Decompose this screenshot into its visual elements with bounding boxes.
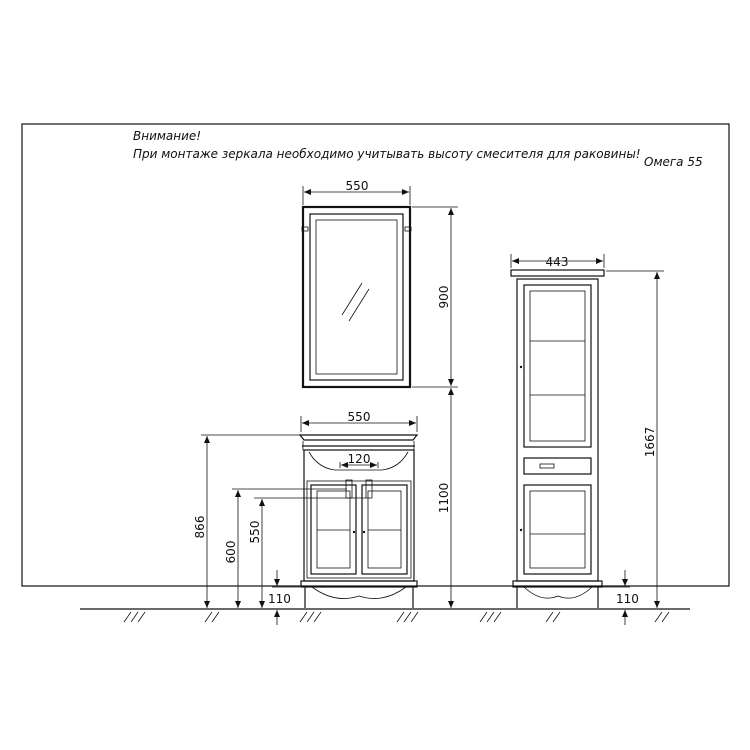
floor-line — [80, 609, 690, 622]
mirror — [302, 207, 411, 387]
column-drawer — [524, 458, 591, 474]
column-lower-door — [524, 485, 591, 574]
drain-height-label: 600 — [224, 540, 238, 564]
leg-height-left-label: 110 — [268, 592, 291, 606]
mirror-height-dimension — [412, 207, 458, 387]
mirror-width-dimension — [303, 179, 410, 205]
door-knob-left — [353, 531, 355, 533]
door-knob-right — [363, 531, 365, 533]
mirror-mount-height-dimension — [437, 388, 451, 608]
inlet-height-label: 550 — [248, 520, 262, 544]
column-upper-door — [524, 285, 591, 447]
leg-height-left-dimension — [268, 570, 300, 625]
column-height-label: 1667 — [643, 426, 657, 458]
model-name: Омега 55 — [644, 155, 703, 169]
column-width-dimension — [511, 254, 604, 269]
column-width-label: 443 — [545, 255, 569, 269]
glass-reflection-mark — [342, 283, 369, 321]
leg-height-right-dimension — [600, 570, 639, 625]
mirror-mount-height-label: 1100 — [437, 482, 451, 514]
attention-heading: Внимание! — [133, 129, 202, 143]
column-height-dimension — [606, 271, 664, 608]
vanity-width-label: 550 — [347, 410, 371, 424]
leg-height-right-label: 110 — [616, 592, 639, 606]
vanity-height-label: 866 — [193, 515, 207, 539]
mirror-height-label: 900 — [437, 285, 451, 309]
faucet-spacing-dimension — [340, 452, 378, 468]
drain-height-dimension — [224, 489, 347, 608]
vanity-height-dimension — [193, 435, 300, 608]
mirror-width-label: 550 — [345, 179, 369, 193]
mounting-instruction: При монтаже зеркала необходимо учитывать высоту смесителя для раковины! — [133, 147, 641, 161]
drawing-frame — [22, 124, 729, 586]
tall-column-cabinet — [511, 270, 604, 608]
vanity-width-dimension — [301, 410, 417, 432]
faucet-spacing-label: 120 — [347, 452, 371, 466]
